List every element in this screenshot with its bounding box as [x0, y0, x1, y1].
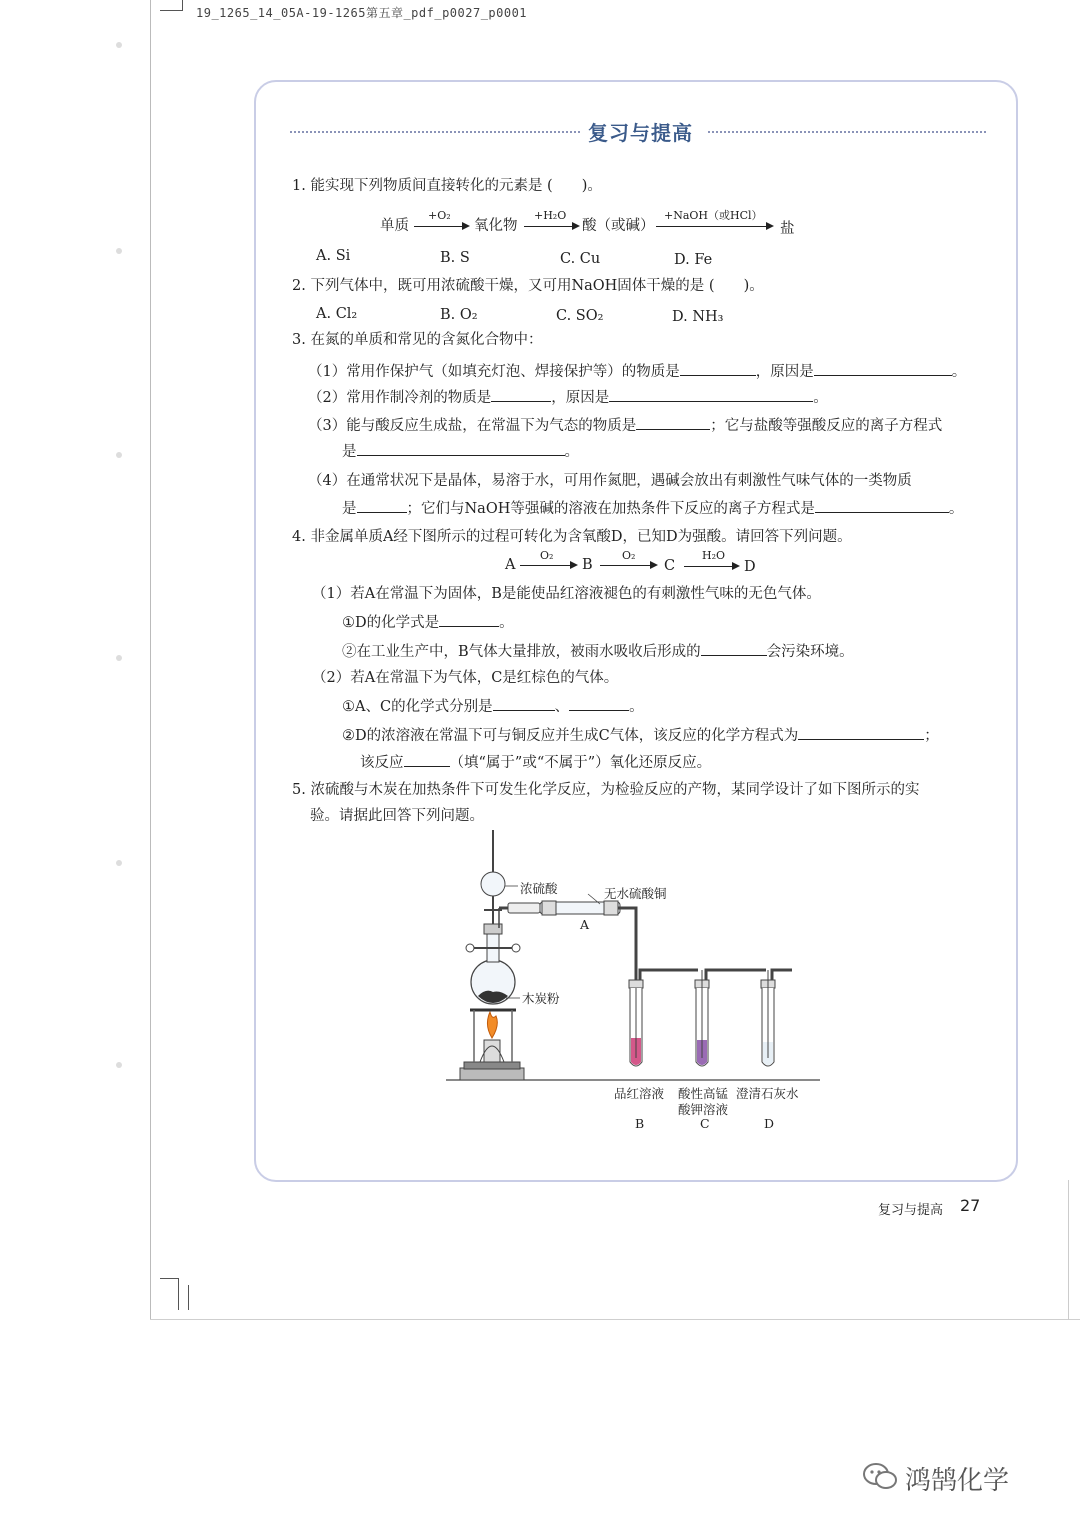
q4-sub1-b-text2: 会污染环境。: [766, 644, 854, 660]
answer-blank[interactable]: [357, 441, 565, 456]
crop-mark: [160, 10, 182, 11]
q3-part2-text2: ，原因是: [551, 390, 610, 406]
binder-hole: [116, 452, 122, 458]
arrow-head-icon: [766, 222, 774, 230]
label-concentrated-acid: 浓硫酸: [520, 881, 558, 896]
label-b: B: [635, 1116, 645, 1131]
q3-part4: （4）在通常状况下是晶体，易溶于水，可用作氮肥，遇碱会放出有刺激性气味气体的一类物质: [308, 473, 912, 489]
wechat-icon: [862, 1462, 898, 1492]
answer-blank[interactable]: [814, 361, 952, 376]
tube: [618, 908, 636, 980]
scan-edge-bottom: [150, 1319, 1080, 1320]
period: 。: [951, 364, 967, 380]
clamp-knob: [466, 944, 474, 952]
q3-part3: [308, 415, 942, 436]
answer-blank[interactable]: [815, 498, 949, 513]
arrow-head-icon: [732, 562, 740, 570]
q4-sub1-a-text: ①D的化学式是: [342, 615, 440, 631]
q4-sub1-b-text: ②在工业生产中，B气体大量排放，被雨水吸收后形成的: [342, 644, 701, 660]
label-charcoal: 木炭粉: [522, 991, 560, 1006]
period: 。: [629, 699, 644, 715]
label-c-solution-1: 酸性高锰: [678, 1086, 729, 1101]
q3-part3-line2: [342, 441, 579, 462]
q3-part2: [308, 387, 828, 408]
q2-option-a: A. Cl₂: [316, 306, 358, 322]
arrow-1: [414, 226, 464, 227]
answer-blank[interactable]: [439, 612, 499, 627]
arrow-2: [524, 226, 574, 227]
q3-part1-text: （1）常用作保护气（如填充灯泡、焊接保护等）的物质是: [308, 364, 680, 380]
q4-sub2-c-text: 该反应: [360, 755, 404, 771]
label-d-solution: 澄清石灰水: [736, 1086, 799, 1101]
q3-part3-text: （3）能与酸反应生成盐，在常温下为气态的物质是: [308, 418, 637, 434]
stand-base: [460, 1068, 524, 1080]
binder-hole: [116, 248, 122, 254]
tube-stopper: [542, 901, 556, 915]
q3-part4-text3: ；它们与NaOH等强碱的溶液在加热条件下反应的离子方程式是: [406, 501, 815, 517]
q4-stem: 4. 非金属单质A经下图所示的过程可转化为含氧酸D，已知D为强酸。请回答下列问题。: [292, 529, 852, 545]
q4-sub2: （2）若A在常温下为气体，C是红棕色的气体。: [312, 670, 619, 686]
q3-stem: 3. 在氮的单质和常见的含氮化合物中：: [292, 332, 543, 348]
q4-sub2-c-text2: （填“属于”或“不属于”）氧化还原反应。: [449, 755, 712, 771]
scan-edge-left: [150, 0, 151, 1320]
binder-hole: [116, 1062, 122, 1068]
q4-sub1-b: [342, 641, 854, 662]
q2-stem: 2. 下列气体中，既可用浓硫酸干燥，又可用NaOH固体干燥的是 ( )。: [292, 278, 764, 294]
connector: [508, 903, 540, 913]
q2-option-b: B. O₂: [440, 307, 478, 323]
period: 。: [813, 390, 828, 406]
label-b-solution: 品红溶液: [614, 1086, 665, 1101]
q3-part3-text3: 是: [342, 444, 357, 460]
q1-option-d: D. Fe: [674, 252, 713, 268]
q1-node-4: 盐: [780, 221, 795, 237]
q4-sub1-a: [342, 612, 514, 633]
q4-node-b: B: [582, 557, 593, 573]
q5-stem-line2: 验。请据此回答下列问题。: [310, 808, 484, 824]
q2-option-c: C. SO₂: [556, 308, 604, 324]
answer-blank[interactable]: [680, 361, 756, 376]
q1-option-b: B. S: [440, 250, 470, 266]
stand-base-top: [464, 1062, 520, 1069]
q4-arrow-label-3: H₂O: [702, 549, 726, 562]
section-title: 复习与提高: [588, 121, 693, 145]
title-dots-left: [290, 131, 580, 133]
arrow-2: [600, 565, 652, 566]
label-c-solution-2: 酸钾溶液: [678, 1102, 729, 1117]
answer-blank[interactable]: [636, 415, 710, 430]
scan-edge-right: [1068, 1180, 1069, 1320]
q1-node-3: 酸（或碱）: [582, 218, 655, 234]
q4-sub2-a-text: ①A、C的化学式分别是: [342, 699, 493, 715]
q3-part4-text2: 是: [342, 501, 357, 517]
q4-node-d: D: [744, 559, 756, 575]
arrow-3: [684, 566, 734, 567]
answer-blank[interactable]: [491, 387, 551, 402]
page-number: 27: [960, 1196, 981, 1215]
footer-section-name: 复习与提高: [878, 1203, 944, 1218]
arrow-head-icon: [650, 561, 658, 569]
q1-option-c: C. Cu: [560, 251, 601, 267]
answer-blank[interactable]: [798, 725, 924, 740]
answer-blank[interactable]: [493, 696, 555, 711]
q1-node-1: 单质: [380, 218, 409, 234]
answer-blank[interactable]: [569, 696, 629, 711]
q3-part1-text2: ，原因是: [755, 364, 814, 380]
q4-sub1: （1）若A在常温下为固体，B是能使品红溶液褪色的有刺激性气味的无色气体。: [312, 586, 821, 602]
binder-hole: [116, 42, 122, 48]
arrow-head-icon: [572, 222, 580, 230]
q4-sub2-b-text: ②D的浓溶液在常温下可与铜反应并生成C气体，该反应的化学方程式为: [342, 728, 799, 744]
crop-mark: [182, 0, 183, 11]
burner: [484, 1040, 500, 1062]
tube-stopper: [629, 980, 643, 988]
q4-arrow-label-2: O₂: [622, 549, 636, 562]
crop-mark: [160, 1278, 178, 1279]
label-anhydrous-cuso4: 无水硫酸铜: [604, 886, 667, 901]
flame-icon: [487, 1012, 497, 1038]
q5-stem-line1: 5. 浓硫酸与木炭在加热条件下可发生化学反应，为检验反应的产物，某同学设计了如下图所示的实: [292, 782, 920, 798]
title-dots-right: [708, 131, 986, 133]
q4-arrow-label-1: O₂: [540, 549, 554, 562]
period: 。: [948, 501, 964, 517]
file-header: 19_1265_14_05A-19-1265第五章_pdf_p0027_p0001: [196, 6, 528, 20]
label-c: C: [700, 1116, 710, 1131]
q4-node-c: C: [664, 558, 676, 574]
tube: [640, 970, 698, 980]
crop-mark: [178, 1278, 179, 1310]
tube-stopper: [604, 901, 618, 915]
q1-arrow-label-3: +NaOH（或HCl）: [664, 209, 763, 222]
q1-arrow-label-2: +H₂O: [534, 209, 567, 222]
q3-part4-line2: [342, 498, 963, 519]
watermark: 鸿鹄化学: [905, 1466, 1010, 1496]
q1-option-a: A. Si: [316, 248, 351, 264]
q3-part1: [308, 361, 966, 382]
binder-hole: [116, 860, 122, 866]
q4-sub2-c: [360, 752, 711, 773]
arrow-head-icon: [462, 222, 470, 230]
q1-arrow-label-1: +O₂: [428, 209, 451, 222]
tube: [772, 970, 792, 980]
label-d: D: [764, 1116, 775, 1131]
q3-part3-text2: ；它与盐酸等强酸反应的离子方程式: [710, 418, 943, 434]
q3-part2-text: （2）常用作制冷剂的物质是: [308, 390, 492, 406]
label-a: A: [580, 917, 590, 932]
arrow-head-icon: [570, 561, 578, 569]
answer-blank[interactable]: [404, 752, 450, 767]
arrow-3: [656, 226, 768, 227]
answer-blank[interactable]: [701, 641, 767, 656]
tube: [706, 970, 766, 980]
crop-mark: [188, 1285, 189, 1310]
q4-sub2-b: ②D的浓溶液在常温下可与铜反应并生成C气体，该反应的化学方程式为 ；: [342, 725, 939, 746]
arrow-1: [520, 565, 572, 566]
apparatus-diagram: [440, 830, 840, 1100]
period: 。: [499, 615, 514, 631]
q1-stem: 1. 能实现下列物质间直接转化的元素是 ( )。: [292, 178, 602, 194]
q4-node-a: A: [505, 557, 516, 573]
q4-sub2-a: ①A、C的化学式分别是 、 。: [342, 696, 644, 717]
answer-blank[interactable]: [357, 498, 407, 513]
q1-node-2: 氧化物: [474, 218, 518, 234]
flask-neck: [487, 930, 499, 962]
binder-hole: [116, 655, 122, 661]
clamp-knob: [512, 944, 520, 952]
period: 。: [564, 444, 579, 460]
q2-option-d: D. NH₃: [672, 309, 724, 325]
separatory-funnel: [481, 872, 505, 896]
answer-blank[interactable]: [609, 387, 813, 402]
